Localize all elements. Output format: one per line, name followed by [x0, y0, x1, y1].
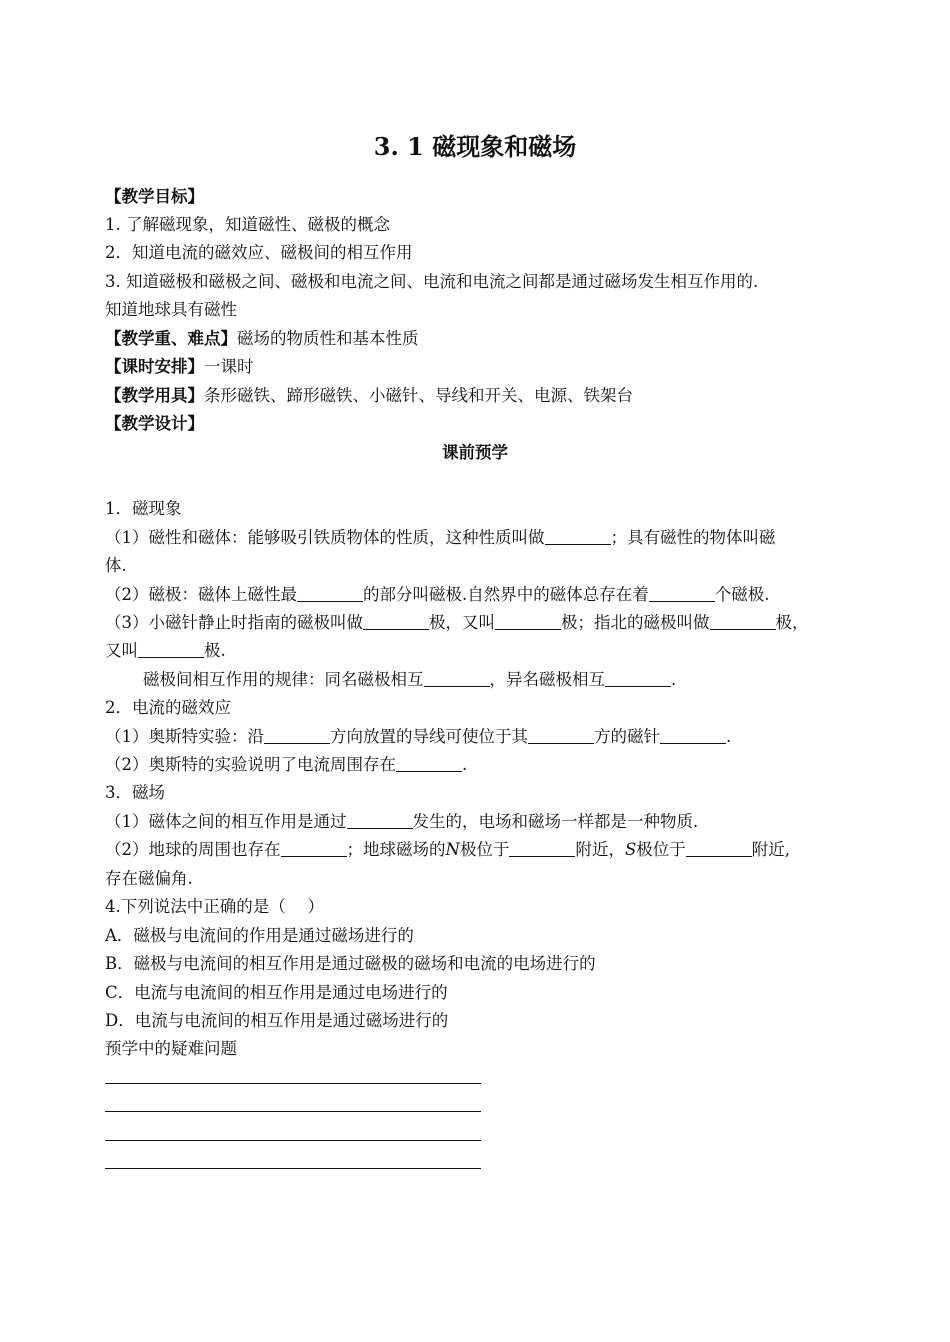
text: 方向放置的导线可使位于其	[330, 727, 528, 746]
option-b[interactable]: B．磁极与电流间的相互作用是通过磁极的磁场和电流的电场进行的	[105, 954, 596, 973]
pole-n: N	[445, 840, 460, 859]
key-points-label: 【教学重、难点】	[105, 329, 237, 348]
design-label: 【教学设计】	[105, 414, 204, 433]
schedule-label: 【课时安排】	[105, 357, 204, 376]
text: （3）小磁针静止时指南的磁极叫做	[105, 613, 363, 632]
s3-question-2-cont: 存在磁偏角.	[105, 869, 193, 888]
s1-rule	[143, 669, 676, 691]
s2-question-1	[105, 726, 731, 748]
s2-question-2	[105, 754, 467, 776]
text: 极位于	[636, 840, 686, 859]
answer-blank[interactable]	[297, 585, 363, 602]
answer-line[interactable]	[105, 1111, 481, 1112]
answer-blank[interactable]	[424, 670, 490, 687]
answer-blank[interactable]	[281, 840, 347, 857]
tools-label: 【教学用具】	[105, 386, 204, 405]
schedule-line	[105, 356, 254, 378]
text: .	[462, 755, 468, 774]
text: 个磁极.	[714, 585, 770, 604]
s3-question-2	[105, 839, 790, 861]
text: （1）磁性和磁体：能够吸引铁质物体的性质，这种性质叫做	[105, 528, 545, 547]
text: 的部分叫磁极.自然界中的磁体总存在着	[363, 585, 649, 604]
page-title: 3. 1 磁现象和磁场	[373, 132, 577, 161]
answer-blank[interactable]	[710, 613, 776, 630]
pole-s: S	[624, 840, 637, 859]
text: 发生的，电场和磁场一样都是一种物质.	[412, 812, 699, 831]
text: 极.	[204, 641, 226, 660]
text: ；具有磁性的物体叫磁	[610, 528, 776, 547]
question-4: 4.下列说法中正确的是（ ）	[105, 897, 324, 916]
objective-item: 1. 了解磁现象，知道磁性、磁极的概念	[105, 215, 390, 234]
answer-line[interactable]	[105, 1083, 481, 1084]
text: 附近,	[751, 840, 790, 859]
objective-item: 3. 知道磁极和磁极之间、磁极和电流之间、电流和电流之间都是通过磁场发生相互作用的.	[105, 272, 759, 291]
answer-blank[interactable]	[495, 613, 561, 630]
objectives-heading: 【教学目标】	[105, 187, 204, 206]
text: 极，	[775, 613, 809, 632]
difficulties-label: 预学中的疑难问题	[105, 1039, 237, 1058]
objective-item: 知道地球具有磁性	[105, 300, 237, 319]
key-points-line	[105, 328, 419, 350]
section-3-heading: 3．磁场	[105, 783, 165, 802]
text: ，异名磁极相互	[489, 670, 605, 689]
answer-blank[interactable]	[264, 727, 330, 744]
tools-text: 条形磁铁、蹄形磁铁、小磁针、导线和开关、电源、铁架台	[204, 386, 633, 405]
key-points-text: 磁场的物质性和基本性质	[237, 329, 419, 348]
text: 方的磁针	[594, 727, 660, 746]
text: .	[726, 727, 732, 746]
s3-question-1	[105, 811, 698, 833]
answer-blank[interactable]	[649, 585, 715, 602]
section-1-heading: 1．磁现象	[105, 499, 182, 518]
text: 附近，	[575, 840, 625, 859]
s1-question-3-cont	[105, 640, 226, 662]
text: ；地球磁场的	[346, 840, 446, 859]
option-a[interactable]: A．磁极与电流间的作用是通过磁场进行的	[105, 926, 414, 945]
text: （1）奥斯特实验：沿	[105, 727, 264, 746]
option-d[interactable]: D．电流与电流间的相互作用是通过磁场进行的	[105, 1011, 449, 1030]
s1-question-2	[105, 584, 770, 606]
schedule-text: 一课时	[204, 357, 254, 376]
s1-question-3	[105, 612, 809, 634]
text: 又叫	[105, 641, 138, 660]
answer-blank[interactable]	[686, 840, 752, 857]
text: .	[671, 670, 677, 689]
s1-question-1-cont: 体.	[105, 556, 127, 575]
answer-blank[interactable]	[396, 755, 462, 772]
text: 极位于	[459, 840, 510, 859]
text: 磁极间相互作用的规律：同名磁极相互	[143, 670, 424, 689]
answer-blank[interactable]	[363, 613, 429, 630]
answer-blank[interactable]	[660, 727, 726, 744]
text: （2）奥斯特的实验说明了电流周围存在	[105, 755, 396, 774]
objective-item: 2．知道电流的磁效应、磁极间的相互作用	[105, 243, 413, 262]
answer-blank[interactable]	[605, 670, 671, 687]
text: （2）地球的周围也存在	[105, 840, 281, 859]
option-c[interactable]: C．电流与电流间的相互作用是通过电场进行的	[105, 983, 448, 1002]
text: （1）磁体之间的相互作用是通过	[105, 812, 347, 831]
answer-line[interactable]	[105, 1140, 481, 1141]
answer-blank[interactable]	[528, 727, 594, 744]
answer-blank[interactable]	[138, 641, 204, 658]
text: 极；指北的磁极叫做	[561, 613, 710, 632]
answer-blank[interactable]	[545, 528, 611, 545]
s1-question-1	[105, 527, 776, 549]
text: 极，又叫	[429, 613, 495, 632]
section-title: 课前预学	[442, 443, 508, 462]
tools-line	[105, 385, 633, 407]
answer-blank[interactable]	[509, 840, 575, 857]
answer-blank[interactable]	[347, 812, 413, 829]
answer-line[interactable]	[105, 1168, 481, 1169]
section-2-heading: 2．电流的磁效应	[105, 698, 231, 717]
text: （2）磁极：磁体上磁性最	[105, 585, 297, 604]
